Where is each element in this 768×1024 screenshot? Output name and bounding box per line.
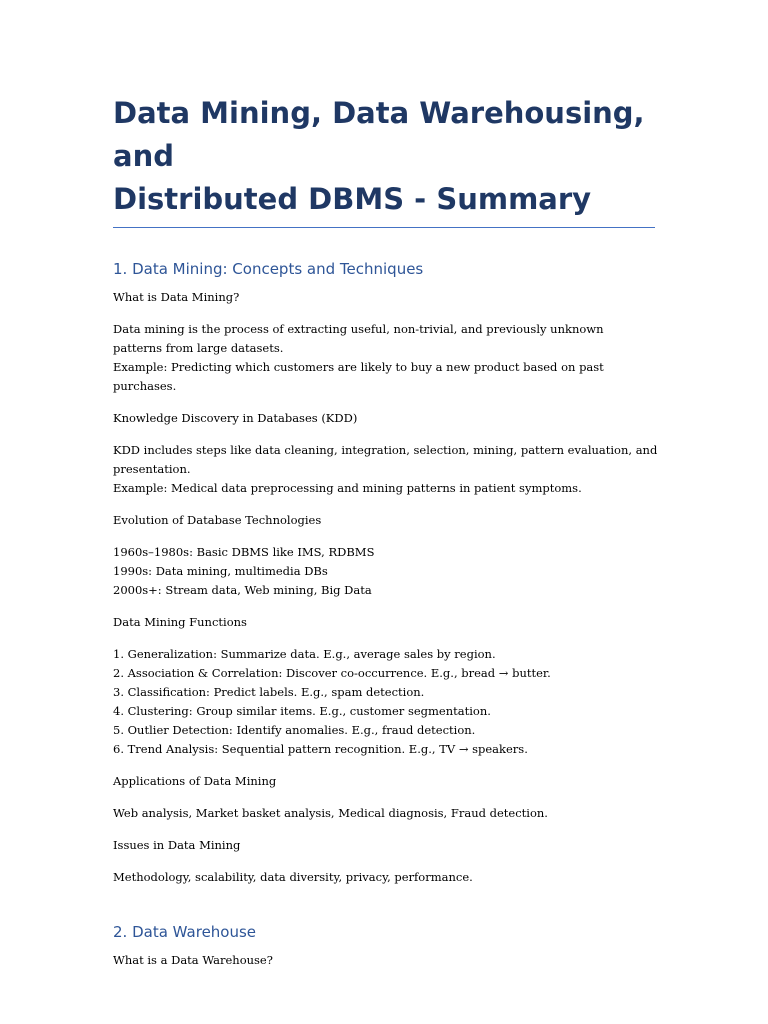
evolution-item: 1960s–1980s: Basic DBMS like IMS, RDBMS (113, 545, 375, 559)
title-line-1: Data Mining, Data Warehousing, and (113, 96, 645, 173)
example-line-1: Example: Predicting which customers are likely to buy a new product based on past (113, 360, 604, 374)
functions-list (113, 645, 658, 759)
issues-label: Issues in Data Mining (113, 838, 241, 852)
kdd-description (113, 441, 658, 498)
section-1-heading: 1. Data Mining: Concepts and Techniques (113, 260, 424, 278)
kdd-label: Knowledge Discovery in Databases (KDD) (113, 411, 358, 425)
kdd-line-1: KDD includes steps like data cleaning, integration, selection, mining, pattern evaluation, and (113, 443, 658, 457)
evolution-list (113, 543, 658, 600)
what-is-data-mining-label: What is Data Mining? (113, 290, 240, 304)
evolution-item: 2000s+: Stream data, Web mining, Big Data (113, 583, 372, 597)
kdd-example: Example: Medical data preprocessing and mining patterns in patient symptoms. (113, 481, 582, 495)
function-item: 6. Trend Analysis: Sequential pattern recognition. E.g., TV → speakers. (113, 742, 528, 756)
evolution-item: 1990s: Data mining, multimedia DBs (113, 564, 328, 578)
what-is-data-warehouse-label: What is a Data Warehouse? (113, 953, 273, 967)
function-item: 4. Clustering: Group similar items. E.g., customer segmentation. (113, 704, 491, 718)
title-line-2: Distributed DBMS - Summary (113, 182, 592, 216)
data-mining-definition (113, 320, 658, 396)
section-2-heading: 2. Data Warehouse (113, 923, 257, 941)
document-title (113, 92, 655, 228)
example-line-2: purchases. (113, 379, 177, 393)
kdd-line-2: presentation. (113, 462, 191, 476)
issues-text: Methodology, scalability, data diversity, privacy, performance. (113, 870, 473, 884)
function-item: 2. Association & Correlation: Discover co-occurrence. E.g., bread → butter. (113, 666, 551, 680)
definition-line-2: patterns from large datasets. (113, 341, 284, 355)
function-item: 3. Classification: Predict labels. E.g., spam detection. (113, 685, 425, 699)
definition-line-1: Data mining is the process of extracting useful, non-trivial, and previously unknown (113, 322, 604, 336)
applications-label: Applications of Data Mining (113, 774, 277, 788)
document-page (113, 92, 658, 983)
evolution-label: Evolution of Database Technologies (113, 513, 322, 527)
function-item: 5. Outlier Detection: Identify anomalies. E.g., fraud detection. (113, 723, 476, 737)
functions-label: Data Mining Functions (113, 615, 247, 629)
function-item: 1. Generalization: Summarize data. E.g., average sales by region. (113, 647, 496, 661)
applications-text: Web analysis, Market basket analysis, Medical diagnosis, Fraud detection. (113, 806, 548, 820)
